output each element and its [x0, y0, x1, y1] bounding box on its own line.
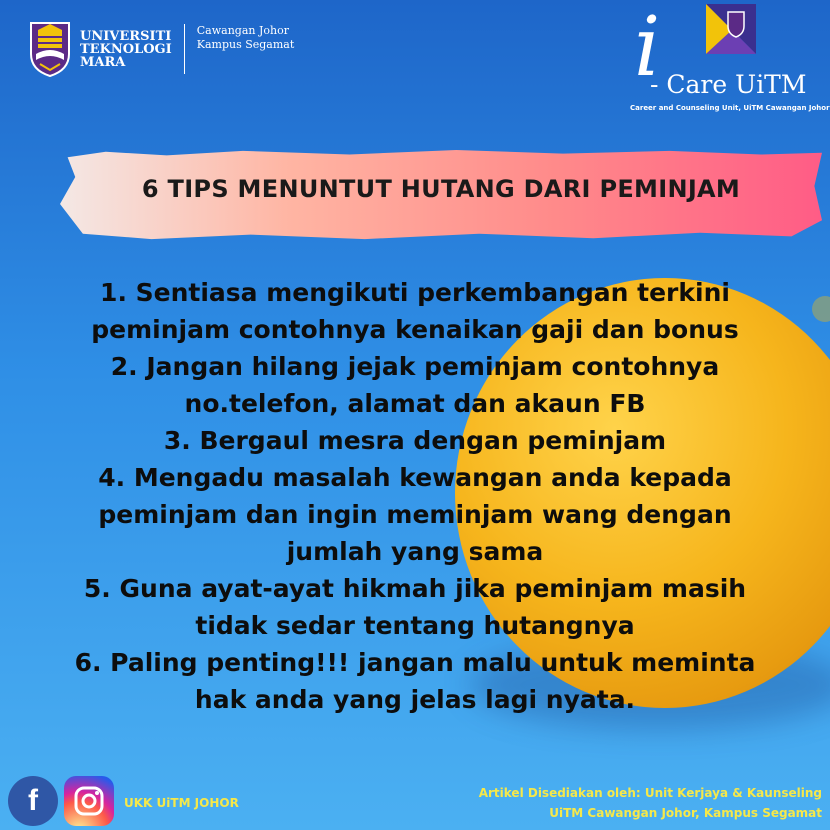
social-handle: UKK UiTM JOHOR: [124, 796, 239, 810]
page-title: 6 TIPS MENUNTUT HUTANG DARI PEMINJAM: [141, 175, 741, 203]
tip-line: tidak sedar tentang hutangnya: [195, 611, 635, 640]
credit-line: UiTM Cawangan Johor, Kampus Segamat: [549, 806, 822, 820]
instagram-glyph: [72, 784, 106, 818]
social-icons: [8, 776, 114, 826]
tip-line: hak anda yang jelas lagi nyata.: [194, 685, 636, 714]
icare-letter: i: [634, 0, 661, 95]
campus-line: Cawangan Johor: [196, 24, 289, 37]
credit-text: [479, 783, 822, 823]
tips-list: [20, 274, 810, 718]
uitm-name-line: TEKNOLOGI: [80, 42, 172, 57]
campus-line: Kampus Segamat: [196, 38, 295, 51]
tip-line: 6. Paling penting!!! jangan malu untuk meminta: [74, 648, 756, 677]
tip-line: peminjam contohnya kenaikan gaji dan bonus: [91, 315, 739, 344]
icare-cube-icon: [698, 2, 758, 62]
logo-divider: [184, 24, 185, 74]
facebook-icon[interactable]: f: [8, 776, 58, 826]
icare-name: - Care UiTM: [650, 70, 807, 99]
credit-line: Artikel Disediakan oleh: Unit Kerjaya & Kaunseling: [478, 786, 822, 800]
uitm-name-line: UNIVERSITI: [80, 29, 172, 44]
tip-line: 1. Sentiasa mengikuti perkembangan terkini: [100, 278, 730, 307]
tip-line: 2. Jangan hilang jejak peminjam contohnya: [110, 352, 720, 381]
icare-subtitle: Career and Counseling Unit, UiTM Cawangan Johor: [630, 104, 830, 112]
tip-line: jumlah yang sama: [286, 537, 544, 566]
tip-line: 3. Bergaul mesra dengan peminjam: [163, 426, 667, 455]
campus-name: [197, 24, 295, 52]
icare-logo: [628, 2, 828, 122]
tip-line: peminjam dan ingin meminjam wang dengan: [98, 500, 732, 529]
tip-line: no.telefon, alamat dan akaun FB: [184, 389, 646, 418]
uitm-shield-icon: [28, 20, 72, 78]
uitm-name: [80, 30, 172, 69]
fruit-stem: [812, 296, 830, 322]
tip-line: 4. Mengadu masalah kewangan anda kepada: [98, 463, 732, 492]
uitm-logo: [28, 20, 294, 78]
tip-line: 5. Guna ayat-ayat hikmah jika peminjam masih: [83, 574, 747, 603]
uitm-name-line: MARA: [80, 55, 126, 70]
instagram-icon[interactable]: [64, 776, 114, 826]
